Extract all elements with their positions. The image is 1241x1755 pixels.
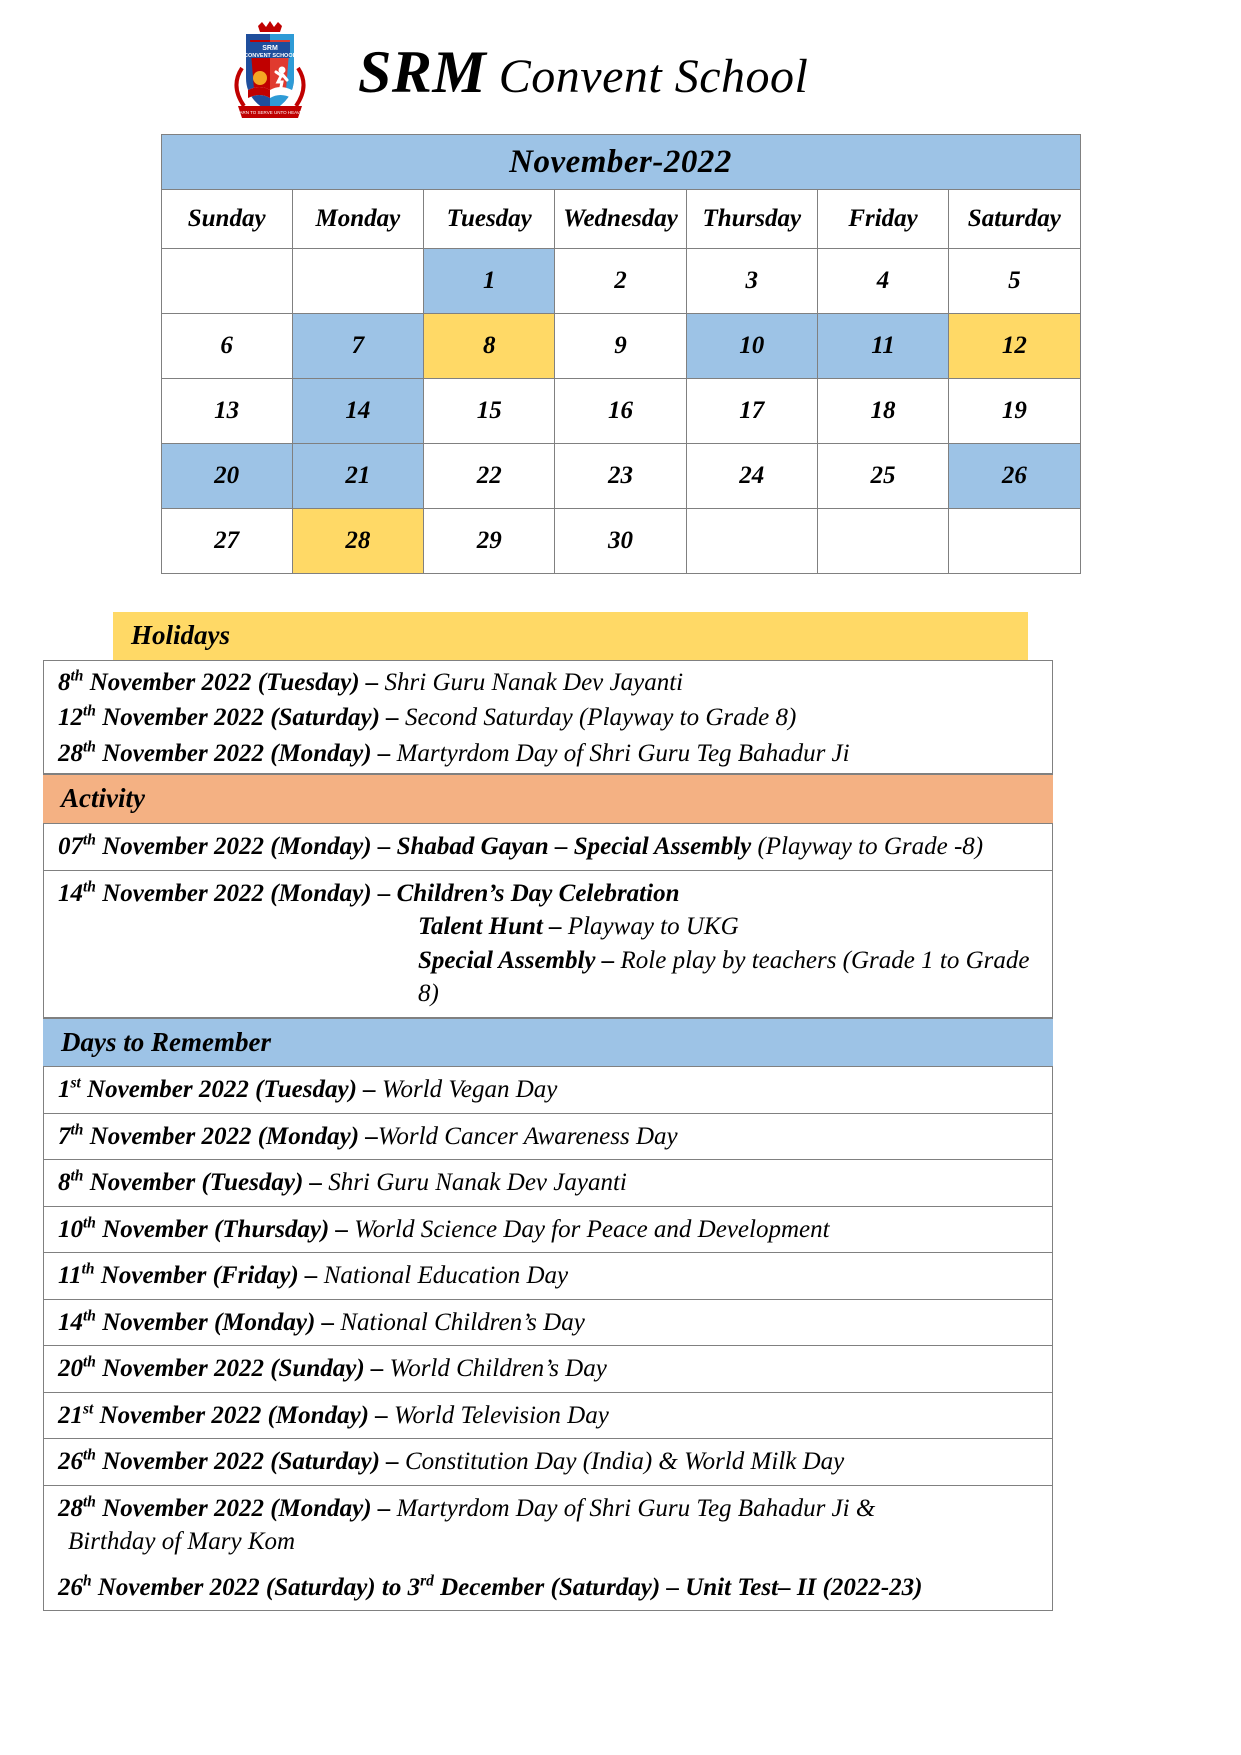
calendar-day-empty <box>949 509 1080 574</box>
day-date-block <box>58 1123 378 1150</box>
calendar-day-15[interactable]: 15 <box>424 379 555 444</box>
calendar-week-row <box>161 379 1080 444</box>
calendar-week-row <box>161 509 1080 574</box>
day-date-suffix: st <box>70 1074 81 1092</box>
day-header-friday: Friday <box>817 190 948 249</box>
holiday-desc: Second Saturday (Playway to Grade 8) <box>404 704 797 732</box>
day-desc: World Science Day for Peace and Development <box>354 1215 830 1243</box>
school-name-rest: Convent School <box>486 49 809 103</box>
calendar-day-header-row <box>161 190 1080 249</box>
day-date-rest: November 2022 (Tuesday) – <box>80 1076 382 1104</box>
calendar-day-17[interactable]: 17 <box>686 379 817 444</box>
calendar-day-30[interactable]: 30 <box>555 509 686 574</box>
calendar-day-empty <box>292 249 423 314</box>
calendar-day-24[interactable]: 24 <box>686 444 817 509</box>
day-date-suffix: th <box>83 1307 96 1325</box>
day-header-tuesday: Tuesday <box>424 190 555 249</box>
day-date-block <box>58 1355 390 1382</box>
day-item-unit-test <box>44 1565 1052 1611</box>
activity-title: Children’s Day Celebration <box>396 879 680 907</box>
calendar-day-21[interactable]: 21 <box>292 444 423 509</box>
calendar-day-6[interactable]: 6 <box>161 314 292 379</box>
calendar-week-row <box>161 249 1080 314</box>
section-header-days-to-remember: Days to Remember <box>43 1018 1053 1068</box>
activity-date-suffix: th <box>83 831 96 849</box>
day-desc: Shri Guru Nanak Dev Jayanti <box>328 1169 627 1197</box>
activity-date: 07 <box>58 833 83 860</box>
day-date-rest: November 2022 (Saturday) – <box>95 1448 405 1476</box>
holiday-date-rest: November 2022 (Tuesday) – <box>83 668 385 696</box>
calendar-container <box>161 134 1081 574</box>
day-date: 10 <box>58 1215 83 1243</box>
activity-date: 14 <box>58 879 83 907</box>
day-item <box>44 1160 1052 1207</box>
calendar-month-title: November-2022 <box>161 135 1080 190</box>
calendar-day-29[interactable]: 29 <box>424 509 555 574</box>
activity-sub-talent-hunt <box>58 910 1042 944</box>
day-date-block <box>58 1448 405 1475</box>
calendar-day-23[interactable]: 23 <box>555 444 686 509</box>
school-name-title <box>358 38 808 107</box>
section-header-activity: Activity <box>43 774 1053 824</box>
calendar-title-row <box>161 135 1080 190</box>
activity-item-shabad-gayan <box>44 824 1052 871</box>
days-to-remember-box <box>43 1067 1053 1611</box>
day-date-suffix2: rd <box>420 1572 434 1590</box>
day-date-block <box>58 1076 382 1103</box>
calendar-day-12[interactable]: 12 <box>949 314 1080 379</box>
calendar-day-20[interactable]: 20 <box>161 444 292 509</box>
day-header-wednesday: Wednesday <box>555 190 686 249</box>
day-date-block <box>58 1262 324 1289</box>
activity-date-suffix: th <box>83 878 96 896</box>
day-date: 26 <box>58 1448 83 1476</box>
holiday-item <box>58 665 1042 701</box>
svg-text:CONVENT SCHOOL: CONVENT SCHOOL <box>244 53 296 59</box>
calendar-day-28[interactable]: 28 <box>292 509 423 574</box>
activity-sub-special-assembly <box>58 944 1042 1011</box>
day-item <box>44 1486 1052 1565</box>
day-desc: Martyrdom Day of Shri Guru Teg Bahadur Ji & <box>396 1494 876 1522</box>
section-header-holidays: Holidays <box>113 612 1028 660</box>
day-desc: National Education Day <box>323 1262 569 1290</box>
holiday-date: 12 <box>58 704 83 732</box>
activity-grades: (Playway to Grade -8) <box>751 833 984 860</box>
calendar-day-26[interactable]: 26 <box>949 444 1080 509</box>
holiday-item <box>58 736 1042 772</box>
holiday-date: 8 <box>58 668 71 696</box>
day-desc: World Children’s Day <box>389 1355 607 1383</box>
activity-date-rest: November 2022 (Monday) – <box>95 833 397 860</box>
day-date-suffix: th <box>83 1353 96 1371</box>
calendar-day-1[interactable]: 1 <box>424 249 555 314</box>
day-date-block <box>58 1309 340 1336</box>
day-date-suffix: h <box>83 1572 92 1590</box>
calendar-day-18[interactable]: 18 <box>817 379 948 444</box>
day-date: 11 <box>58 1262 82 1290</box>
calendar-week-row <box>161 444 1080 509</box>
activity-main-line <box>58 877 1042 911</box>
activity-sub-detail: Playway to UKG <box>567 913 739 940</box>
day-date-suffix: th <box>83 1493 96 1511</box>
day-item <box>44 1393 1052 1440</box>
activity-title: Shabad Gayan – Special Assembly <box>396 833 752 860</box>
calendar-day-16[interactable]: 16 <box>555 379 686 444</box>
day-desc: World Television Day <box>394 1401 609 1429</box>
day-item <box>44 1439 1052 1486</box>
day-date-block <box>58 1169 328 1196</box>
day-date-suffix: st <box>83 1400 94 1418</box>
calendar-day-14[interactable]: 14 <box>292 379 423 444</box>
calendar-day-3[interactable]: 3 <box>686 249 817 314</box>
day-date-suffix: th <box>81 1260 95 1278</box>
day-header-monday: Monday <box>292 190 423 249</box>
day-date-rest2: December (Saturday) – Unit Test– II (2022-23) <box>433 1573 923 1601</box>
holiday-date-suffix: th <box>70 667 84 685</box>
holiday-desc: Shri Guru Nanak Dev Jayanti <box>384 668 684 696</box>
page-header <box>0 0 1241 128</box>
calendar-day-empty <box>686 509 817 574</box>
holiday-date-suffix: th <box>83 738 96 756</box>
activity-sub-label: Talent Hunt – <box>418 913 568 940</box>
calendar-day-7[interactable]: 7 <box>292 314 423 379</box>
school-crest-logo <box>228 20 312 124</box>
calendar-table <box>161 134 1081 574</box>
activity-sub-label: Special Assembly – <box>418 946 621 974</box>
calendar-day-27[interactable]: 27 <box>161 509 292 574</box>
day-date: 14 <box>58 1308 83 1336</box>
day-desc: Constitution Day (India) & World Milk Day <box>404 1448 845 1476</box>
day-item <box>44 1346 1052 1393</box>
day-desc: World Cancer Awareness Day <box>377 1122 678 1150</box>
day-date-rest: November (Monday) – <box>95 1308 341 1336</box>
day-date-rest: November 2022 (Monday) – <box>93 1401 394 1429</box>
day-desc: National Children’s Day <box>340 1308 585 1336</box>
calendar-day-22[interactable]: 22 <box>424 444 555 509</box>
day-item <box>44 1207 1052 1254</box>
day-item <box>44 1067 1052 1114</box>
svg-text:LEARN TO SERVE UNTO HEAVEN: LEARN TO SERVE UNTO HEAVEN <box>233 110 307 115</box>
activity-item-childrens-day <box>44 871 1052 1017</box>
calendar-day-2[interactable]: 2 <box>555 249 686 314</box>
day-date: 7 <box>58 1122 71 1150</box>
calendar-body <box>161 249 1080 574</box>
calendar-day-10[interactable]: 10 <box>686 314 817 379</box>
day-desc-line2: Birthday of Mary Kom <box>68 1528 296 1556</box>
day-header-sunday: Sunday <box>161 190 292 249</box>
day-date-suffix: th <box>83 1214 96 1232</box>
holiday-date-suffix: th <box>83 702 96 720</box>
day-date-block <box>58 1495 397 1522</box>
activity-box <box>43 824 1053 1018</box>
day-header-saturday: Saturday <box>949 190 1080 249</box>
day-date-rest: November 2022 (Monday) – <box>83 1122 378 1150</box>
holiday-date: 28 <box>58 739 83 767</box>
calendar-day-13[interactable]: 13 <box>161 379 292 444</box>
day-date-suffix: th <box>70 1121 84 1139</box>
day-date: 26 <box>58 1573 83 1601</box>
calendar-day-empty <box>161 249 292 314</box>
day-date-rest: November (Thursday) – <box>95 1215 355 1243</box>
calendar-day-11[interactable]: 11 <box>817 314 948 379</box>
calendar-day-9[interactable]: 9 <box>555 314 686 379</box>
activity-date-rest: November 2022 (Monday) – <box>95 879 397 907</box>
day-date: 28 <box>58 1494 83 1522</box>
day-item <box>44 1114 1052 1161</box>
day-date-block <box>58 1402 394 1429</box>
day-date-block <box>58 1216 354 1243</box>
day-date-rest: November (Tuesday) – <box>83 1169 329 1197</box>
day-date-suffix: th <box>83 1446 96 1464</box>
activity-sub-detail: Role play by teachers (Grade 1 to Grade 8) <box>418 946 1030 1007</box>
day-date: 1 <box>58 1076 71 1104</box>
calendar-day-8[interactable]: 8 <box>424 314 555 379</box>
calendar-day-25[interactable]: 25 <box>817 444 948 509</box>
calendar-day-4[interactable]: 4 <box>817 249 948 314</box>
day-date-rest: November 2022 (Monday) – <box>95 1494 397 1522</box>
day-date: 20 <box>58 1355 83 1383</box>
calendar-day-5[interactable]: 5 <box>949 249 1080 314</box>
day-date-rest: November 2022 (Sunday) – <box>95 1355 390 1383</box>
svg-text:SRM: SRM <box>262 45 278 52</box>
day-date-suffix: th <box>70 1167 84 1185</box>
holiday-date-rest: November 2022 (Monday) – <box>95 739 397 767</box>
day-header-thursday: Thursday <box>686 190 817 249</box>
calendar-day-19[interactable]: 19 <box>949 379 1080 444</box>
days-to-remember-list <box>44 1067 1052 1565</box>
holiday-desc: Martyrdom Day of Shri Guru Teg Bahadur Ji <box>396 739 850 767</box>
day-item <box>44 1253 1052 1300</box>
day-date: 21 <box>58 1401 83 1429</box>
calendar-week-row <box>161 314 1080 379</box>
holidays-box <box>43 660 1053 775</box>
day-date: 8 <box>58 1169 71 1197</box>
school-abbreviation: SRM <box>358 38 487 105</box>
day-item <box>44 1300 1052 1347</box>
holidays-list <box>44 661 1052 774</box>
holiday-item <box>58 700 1042 736</box>
day-date-rest: November (Friday) – <box>94 1262 324 1290</box>
info-sections <box>43 612 1198 1611</box>
holiday-date-rest: November 2022 (Saturday) – <box>95 704 405 732</box>
day-desc: World Vegan Day <box>381 1076 558 1104</box>
day-date-rest: November 2022 (Saturday) to 3 <box>91 1573 421 1601</box>
calendar-day-empty <box>817 509 948 574</box>
